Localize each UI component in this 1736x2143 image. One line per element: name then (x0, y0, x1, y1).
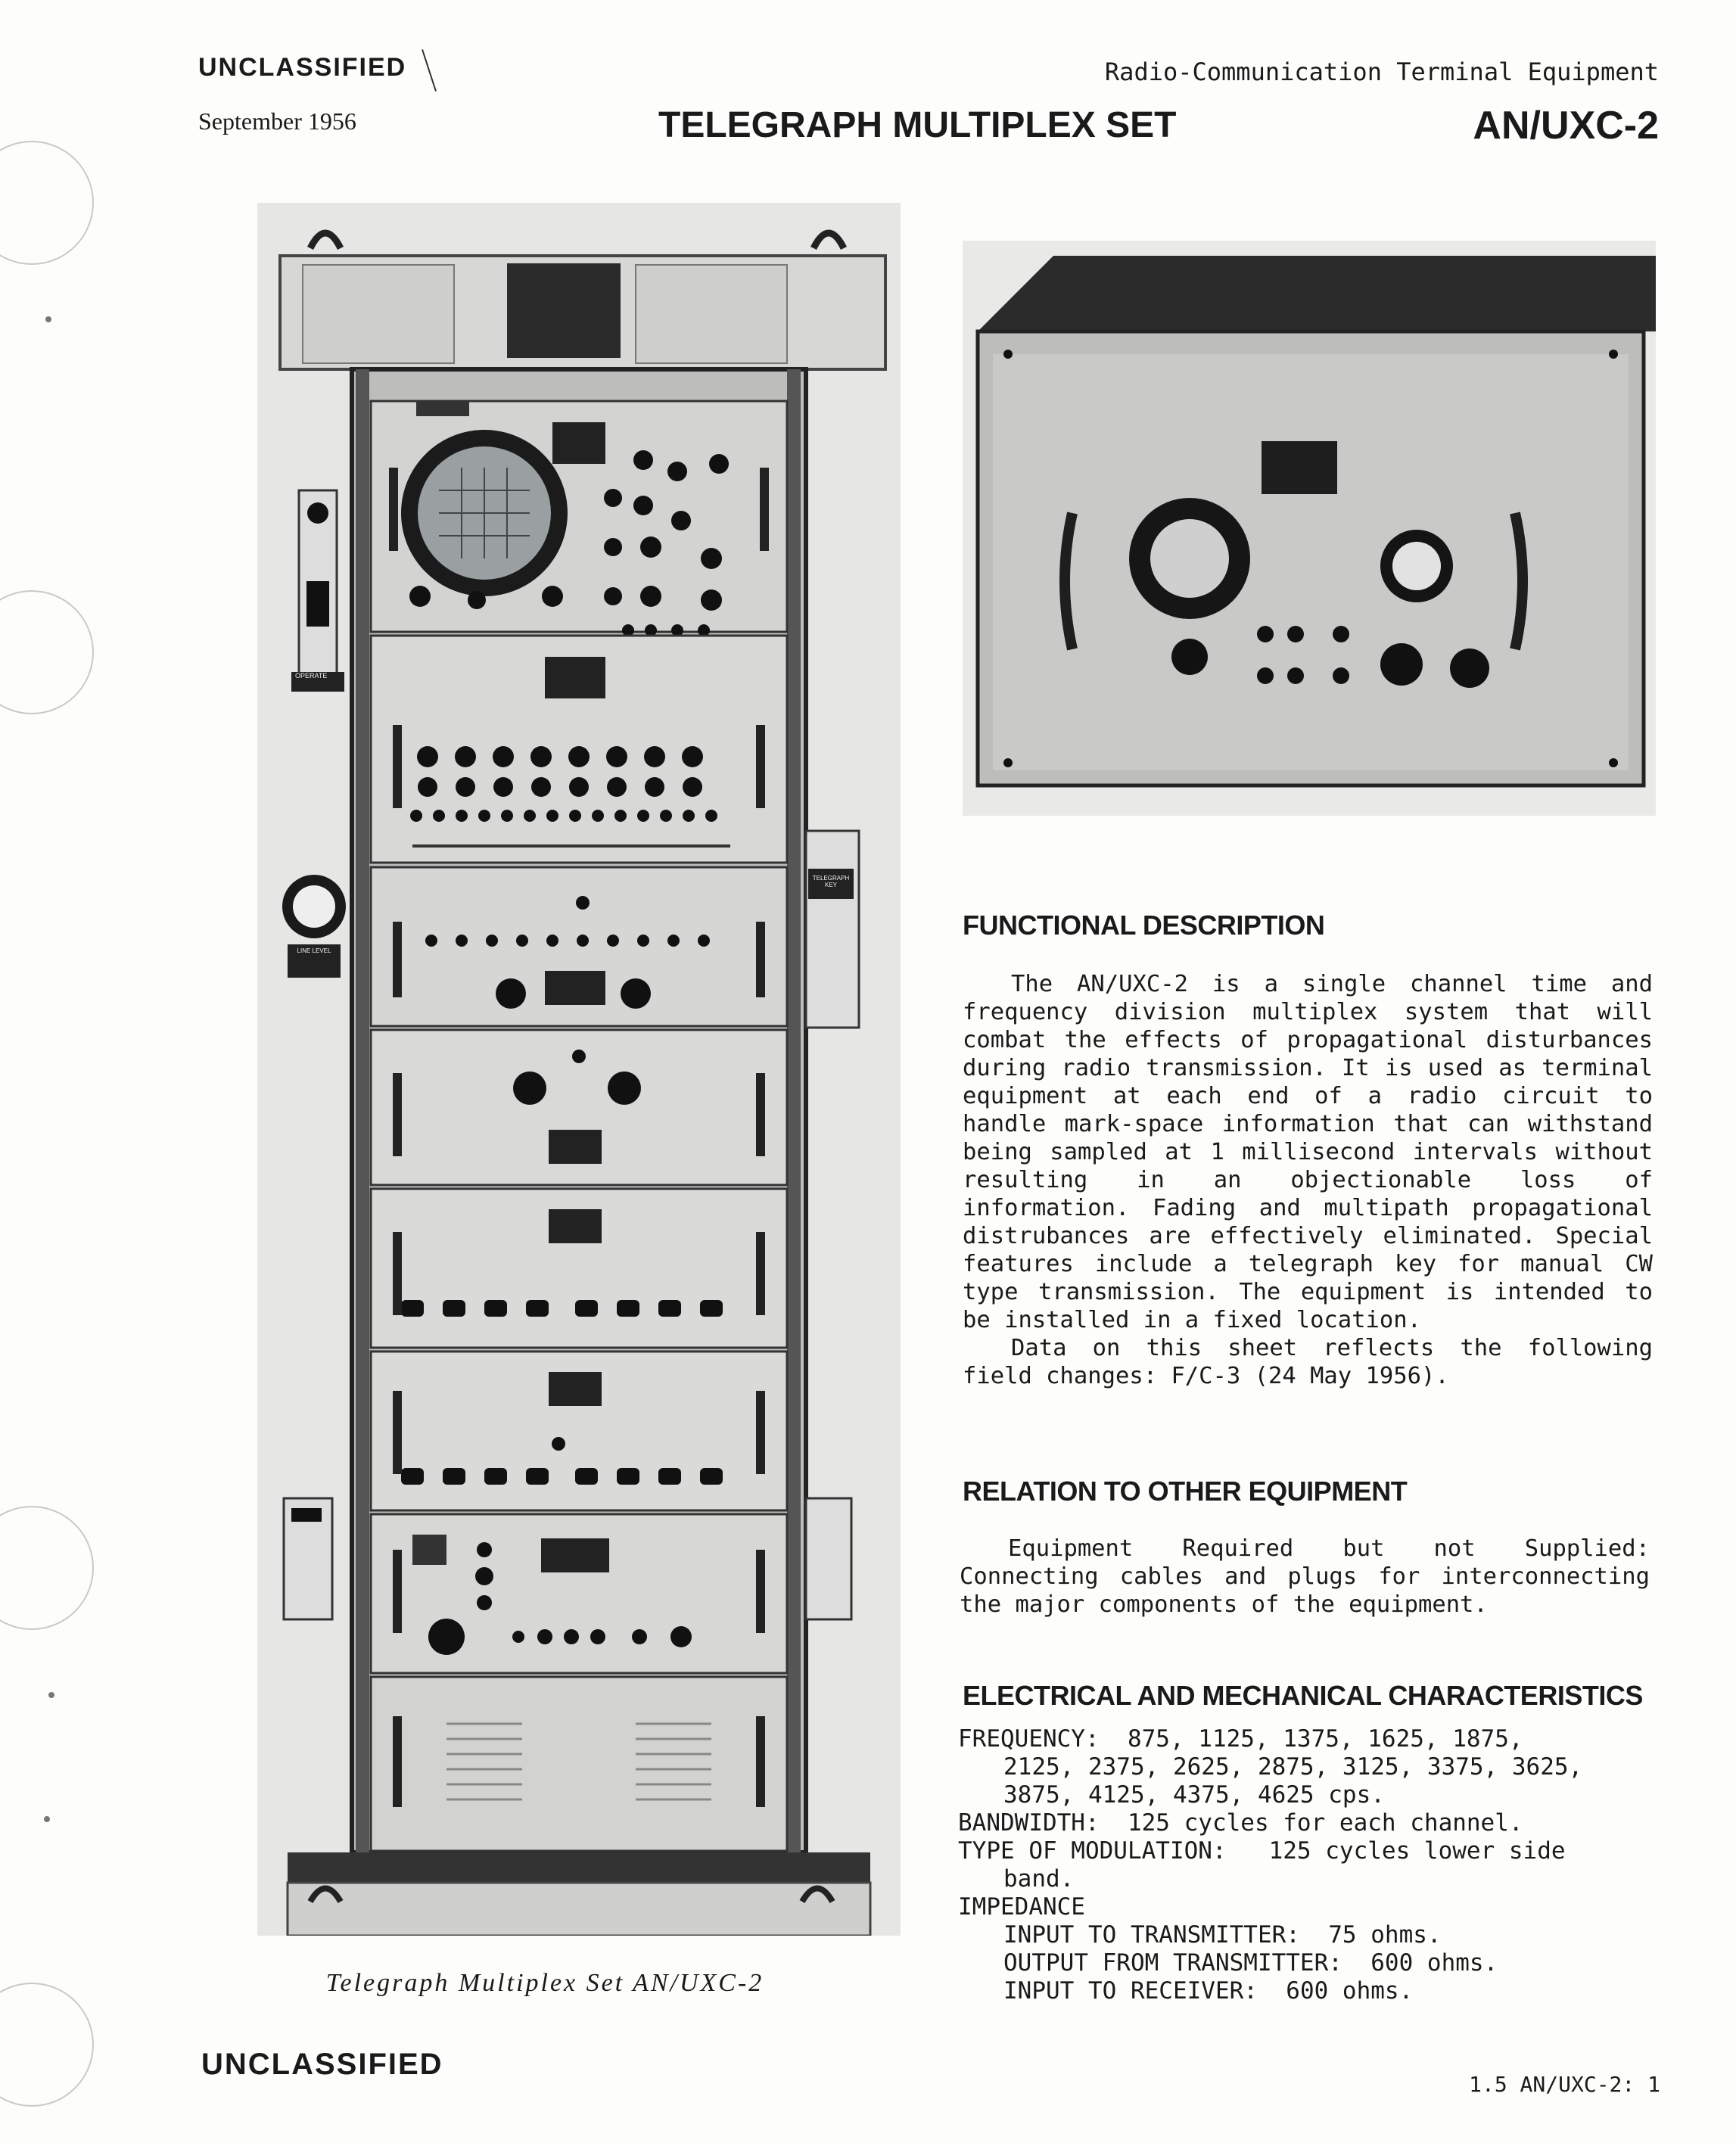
speck (48, 1692, 54, 1698)
modulation-label: TYPE OF MODULATION: (958, 1837, 1227, 1865)
footer-classification: UNCLASSIFIED (201, 2048, 443, 2081)
functional-paragraph-1: The AN/UXC-2 is a single channel time and frequency division multiplex system that will combat the effects of propagational disturbances during radio transmission. It is used as terminal equipment at each end of a radio circuit to handle mark-space information that can withstand being sampled at 1 millisecond intervals without resulting in an objectionable loss of information. Fading and multipath propagational distrubances are effectively eliminated. Special features include a telegraph key for manual CW type transmission. The equipment is intended to be installed in a fixed location. (963, 971, 1653, 1333)
input-rx-row (958, 1977, 1669, 2005)
output-tx-value: 600 ohms. (1370, 1949, 1498, 1977)
speck (44, 1816, 50, 1822)
functional-paragraph-2: Data on this sheet reflects the following field changes: F/C-3 (24 May 1956). (963, 1335, 1653, 1389)
input-tx-value: 75 ohms. (1328, 1921, 1442, 1949)
binder-hole (0, 590, 94, 714)
binder-hole (0, 1506, 94, 1630)
impedance-label: IMPEDANCE (958, 1893, 1085, 1921)
bandwidth-row (958, 1809, 1669, 1837)
frequency-label: FREQUENCY: (958, 1725, 1100, 1753)
telegraph-key-label: TELEGRAPH KEY (812, 875, 850, 888)
page-title: TELEGRAPH MULTIPLEX SET (658, 105, 1177, 145)
model-number: AN/UXC-2 (1473, 104, 1659, 148)
characteristics-list (958, 1725, 1669, 2005)
unit-photo (963, 241, 1656, 816)
binder-hole (0, 1983, 94, 2107)
modulation-value: 125 cycles lower side (1268, 1837, 1566, 1865)
bandwidth-label: BANDWIDTH: (958, 1809, 1100, 1837)
header-category: Radio-Communication Terminal Equipment (1104, 58, 1659, 86)
input-tx-label: INPUT TO TRANSMITTER: (1003, 1921, 1300, 1949)
speck (45, 316, 51, 322)
relation-text (960, 1535, 1650, 1619)
relation-heading: RELATION TO OTHER EQUIPMENT (963, 1476, 1408, 1507)
output-tx-label: OUTPUT FROM TRANSMITTER: (1003, 1949, 1342, 1977)
frequency-values-1: 875, 1125, 1375, 1625, 1875, (1127, 1725, 1523, 1753)
input-rx-value: 600 ohms. (1286, 1977, 1414, 2005)
binder-hole (0, 141, 94, 265)
bandwidth-value: 125 cycles for each channel. (1127, 1809, 1523, 1837)
frequency-row (958, 1725, 1669, 1753)
header-classification: UNCLASSIFIED (198, 53, 407, 82)
photo-caption: Telegraph Multiplex Set AN/UXC-2 (325, 1969, 764, 1997)
modulation-value-cont: band. (1003, 1865, 1075, 1893)
functional-text (963, 970, 1653, 1390)
input-rx-label: INPUT TO RECEIVER: (1003, 1977, 1258, 2005)
frequency-values-2: 2125, 2375, 2625, 2875, 3125, 3375, 3625, (1003, 1753, 1583, 1781)
line-level-label: LINE LEVEL (297, 947, 331, 954)
main-rack-photo (257, 203, 901, 1936)
characteristics-heading: ELECTRICAL AND MECHANICAL CHARACTERISTICS (963, 1680, 1643, 1711)
functional-heading: FUNCTIONAL DESCRIPTION (963, 910, 1325, 941)
input-tx-row (958, 1921, 1669, 1949)
page-reference: 1.5 AN/UXC-2: 1 (1469, 2072, 1660, 2097)
frequency-values-3: 3875, 4125, 4375, 4625 cps. (1003, 1781, 1385, 1809)
output-tx-row (958, 1949, 1669, 1977)
header-date: September 1956 (198, 107, 356, 135)
operate-label: OPERATE (295, 672, 328, 680)
pen-mark (422, 49, 437, 92)
relation-paragraph: Equipment Required but not Supplied: Connecting cables and plugs for interconnecting the major components of the equipment. (960, 1535, 1650, 1618)
modulation-row (958, 1837, 1669, 1865)
